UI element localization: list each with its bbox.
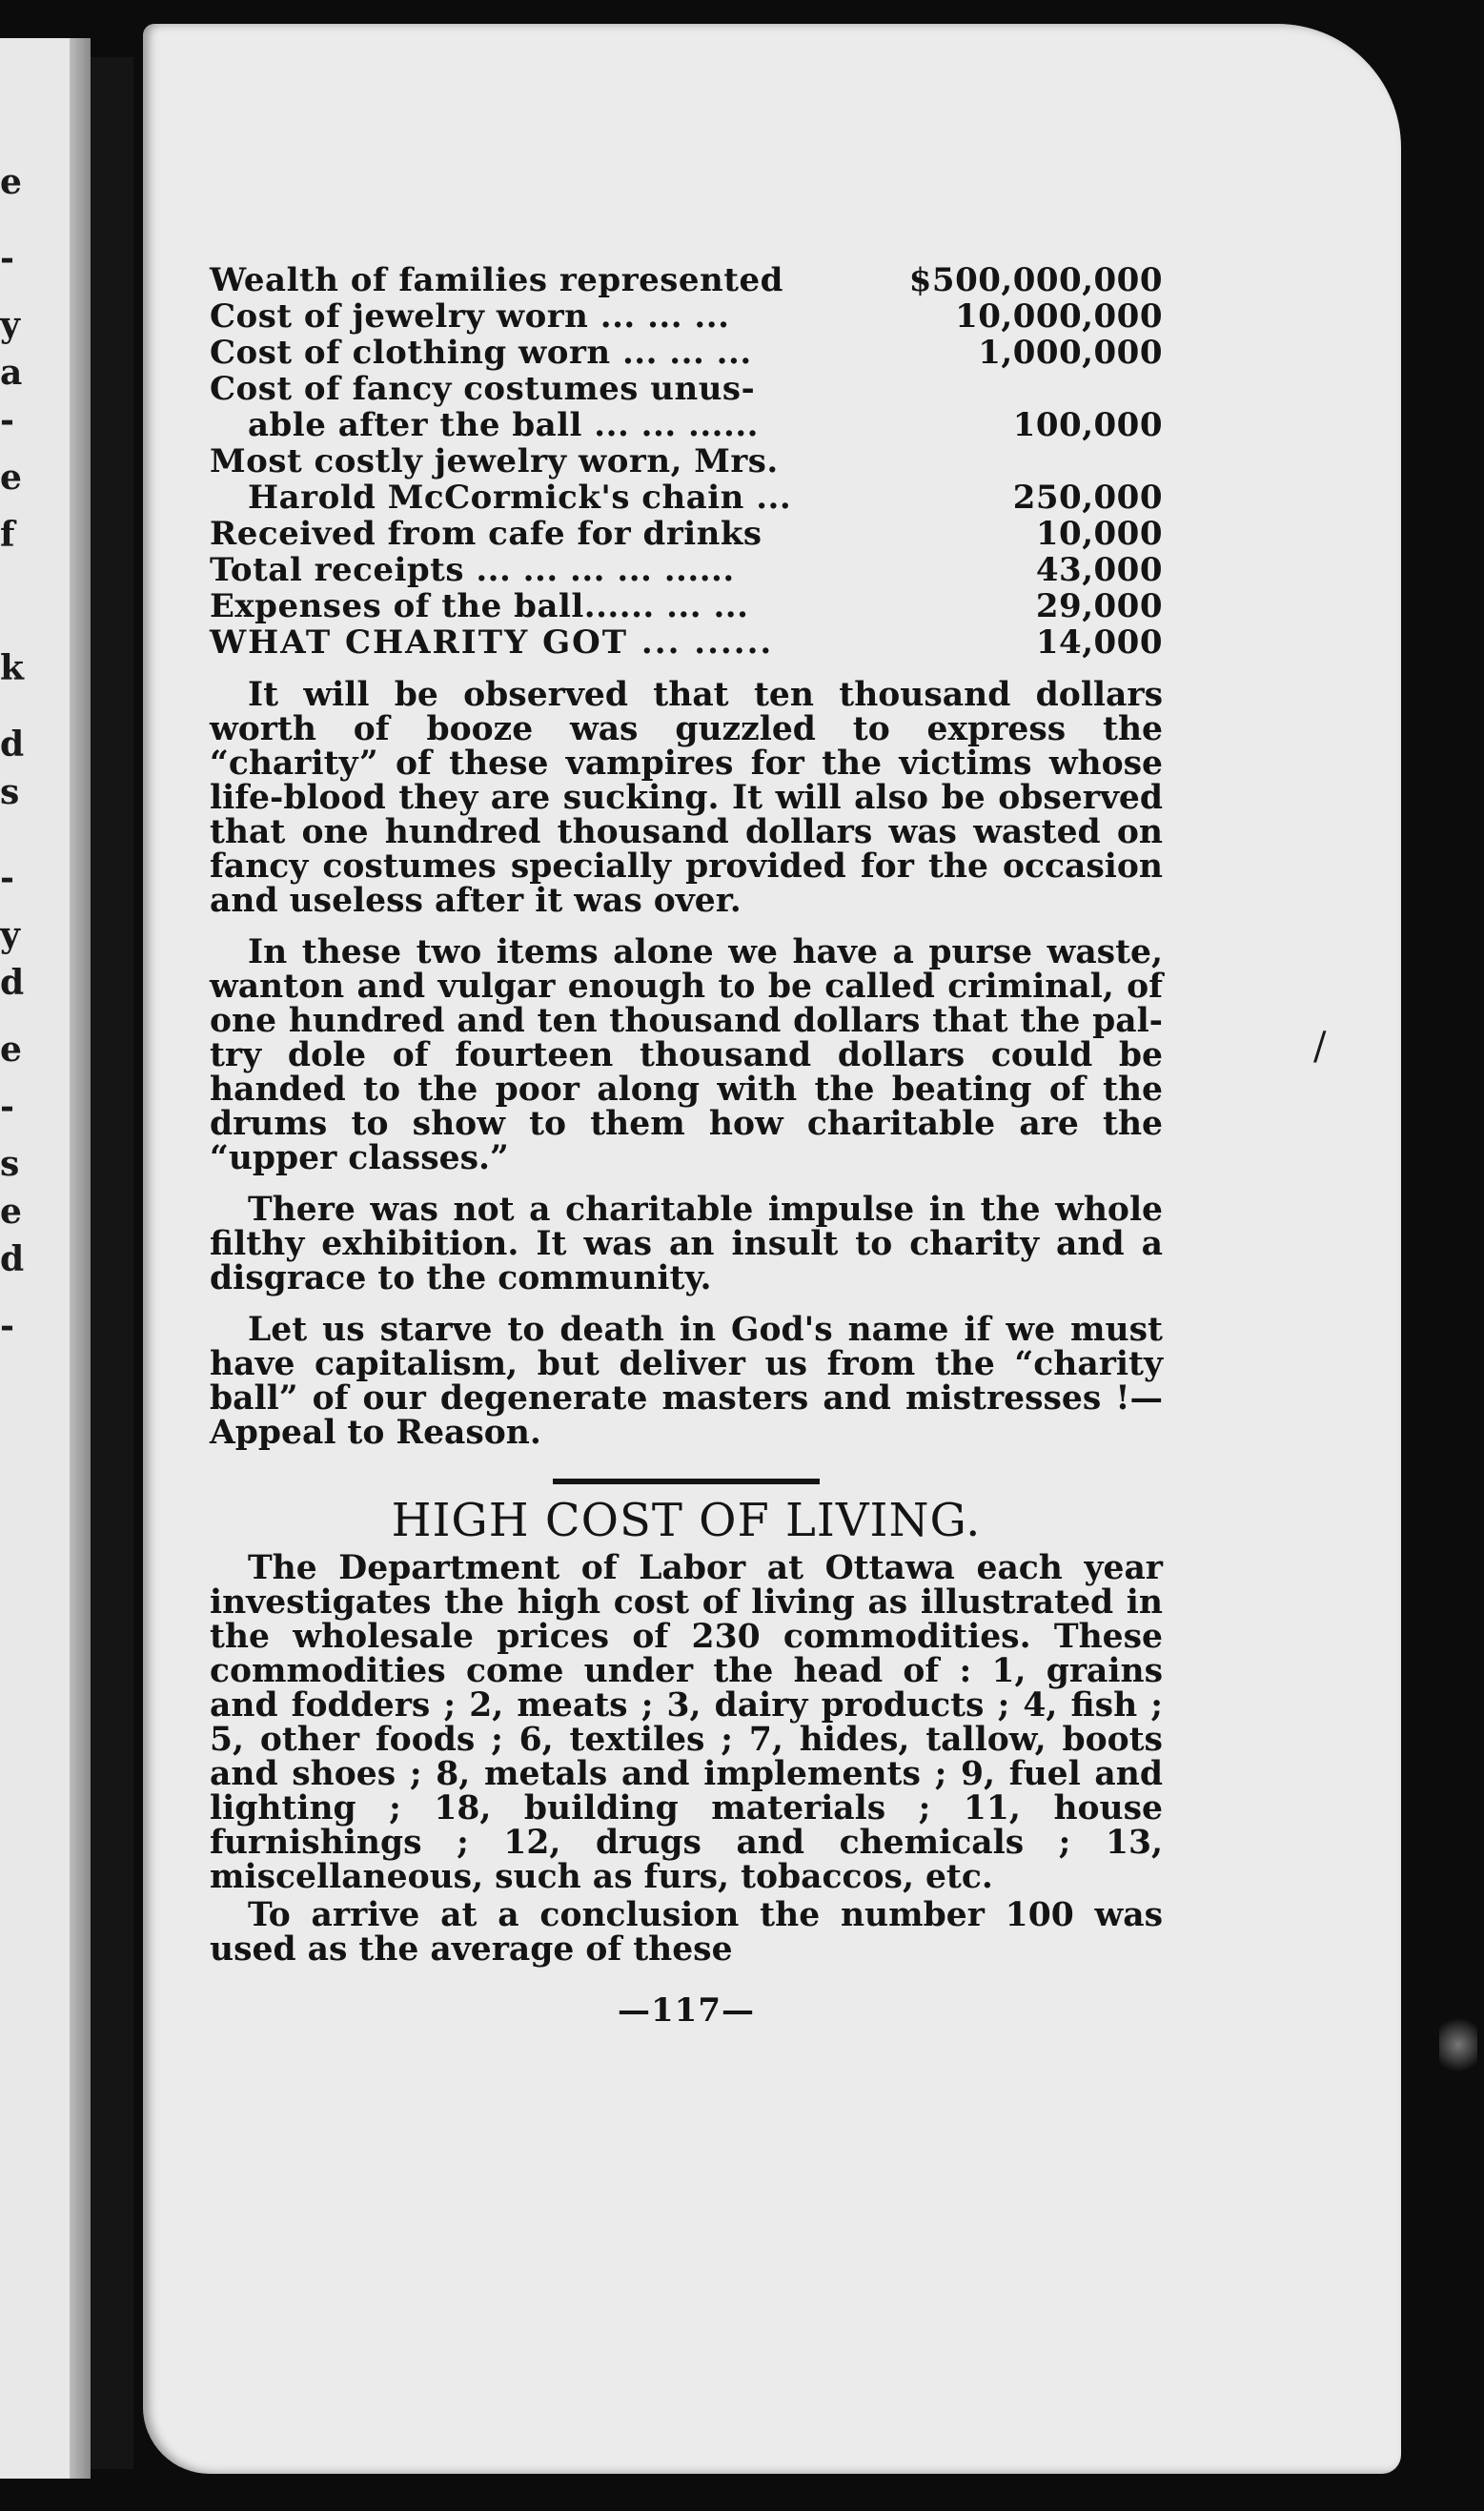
facing-page-glyph: - [0, 1087, 14, 1127]
ledger-amount: 100,000 [1012, 406, 1163, 444]
facing-page-glyph: d [0, 963, 25, 1003]
ledger-amount: 10,000,000 [955, 297, 1163, 336]
section-heading: HIGH COST OF LIVING. [391, 1494, 982, 1547]
facing-page-glyph: y [0, 915, 20, 955]
ledger-amount: $500,000,000 [908, 261, 1163, 299]
paragraph-waste: In these two items alone we have a purse waste, wanton and vulgar enough to be called criminal, of one hundred and ten thousand dollars that the paltry dole of fourteen thousand dollars could be handed to the poor along with the beating of the drums to show to them how charitable are the “upper classes.” [210, 933, 1163, 1177]
ledger-amount: 29,000 [1035, 587, 1163, 625]
facing-page-glyph: s [0, 772, 20, 812]
facing-page-glyph: d [0, 1239, 25, 1279]
ledger-label: Wealth of families represented [210, 261, 783, 299]
facing-page-gutter-shadow [70, 38, 91, 2479]
ledger-amount: 43,000 [1035, 551, 1163, 589]
ledger-row [210, 371, 1163, 407]
ledger-label: Total receipts ... ... ... ... ...... [210, 551, 735, 589]
ledger-label: able after the ball ... ... ...... [248, 406, 760, 444]
facing-page-glyph: e [0, 1192, 22, 1232]
facing-page-glyph: f [0, 515, 15, 555]
ledger-label: WHAT CHARITY GOT ... ...... [210, 623, 774, 662]
ledger-row [210, 443, 1163, 480]
section-divider-rule [553, 1479, 820, 1484]
book-spine [91, 57, 133, 2469]
scan-background-right [1401, 0, 1484, 2511]
facing-page-glyph: - [0, 858, 14, 898]
page-number: —117— [618, 1991, 755, 2030]
book-page [143, 24, 1401, 2474]
paragraph-department-of-labor: The Department of Labor at Ottawa each year investigates the high cost of living as illustrated in the wholesale prices of 230 commodities. These commodities come under the head of : 1, grains and fodders ; 2, meats ; 3, dairy products ; 4, fish ; 5, other foods ; 6, textiles ; 7, hides, tallow, boots and shoes ; 8, metals and implements ; 9, fuel and lighting ; 18, building materials ; 11, house furnishings ; 12, drugs and chemicals ; 13, miscellaneous, such as furs, tobaccos, etc. [210, 1549, 1163, 1896]
ledger-row [210, 298, 1163, 335]
paragraph-conclusion: To arrive at a conclusion the number 100 was used as the average of these [210, 1896, 1163, 1969]
facing-page-glyph: s [0, 1144, 20, 1184]
facing-page-glyph: d [0, 725, 25, 765]
ledger-amount: 14,000 [1035, 623, 1163, 662]
facing-page-glyph: - [0, 400, 14, 440]
ledger-label: Most costly jewelry worn, Mrs. [210, 442, 779, 480]
paragraph-booze: It will be observed that ten thousand dollars worth of booze was guzzled to express the “charity” of these vampires for the victims whose life-blood they are sucking. It will also be observed that one hundred thousand dollars was wasted on fancy costumes specially provided for the occasion and useless after it was over. [210, 676, 1163, 920]
ledger-row [210, 588, 1163, 624]
ledger-row [210, 335, 1163, 371]
ledger-label: Cost of jewelry worn ... ... ... [210, 297, 730, 336]
ledger-amount: 250,000 [1012, 479, 1163, 517]
paragraph-insult: There was not a charitable impulse in the whole filthy exhibition. It was an insult to charity and a disgrace to the community. [210, 1191, 1163, 1297]
facing-page-glyph: k [0, 648, 24, 688]
facing-page-glyph: e [0, 1030, 22, 1070]
page-content [210, 262, 1163, 2030]
ledger-row [210, 552, 1163, 588]
facing-page-edge [0, 38, 91, 2479]
facing-page-glyph: - [0, 1306, 14, 1346]
paragraph-appeal: Let us starve to death in God's name if we must have capitalism, but deliver us from the “charity ball” of our degenerate masters and mistresses !—Appeal to Reason. [210, 1311, 1163, 1452]
ledger-label: Expenses of the ball...... ... ... [210, 587, 749, 625]
facing-page-glyph: e [0, 162, 22, 202]
ledger-row [210, 624, 1163, 661]
ledger-row [210, 262, 1163, 298]
ledger-label: Harold McCormick's chain ... [248, 479, 792, 517]
ledger-row [210, 407, 1163, 443]
margin-pen-mark: / [1313, 1025, 1327, 1069]
ledger-label: Cost of clothing worn ... ... ... [210, 334, 752, 372]
ledger-amount: 10,000 [1035, 515, 1163, 553]
facing-page-glyph: y [0, 305, 20, 345]
ledger-row [210, 516, 1163, 552]
ledger-amount: 1,000,000 [978, 334, 1163, 372]
facing-page-glyph: - [0, 238, 14, 278]
scan-smudge [1439, 2011, 1477, 2078]
ledger-label: Received from cafe for drinks [210, 515, 762, 553]
facing-page-glyph: e [0, 458, 22, 498]
charity-ball-ledger [210, 262, 1163, 661]
ledger-row [210, 480, 1163, 516]
facing-page-glyph: a [0, 353, 23, 393]
ledger-label: Cost of fancy costumes unus- [210, 370, 756, 408]
